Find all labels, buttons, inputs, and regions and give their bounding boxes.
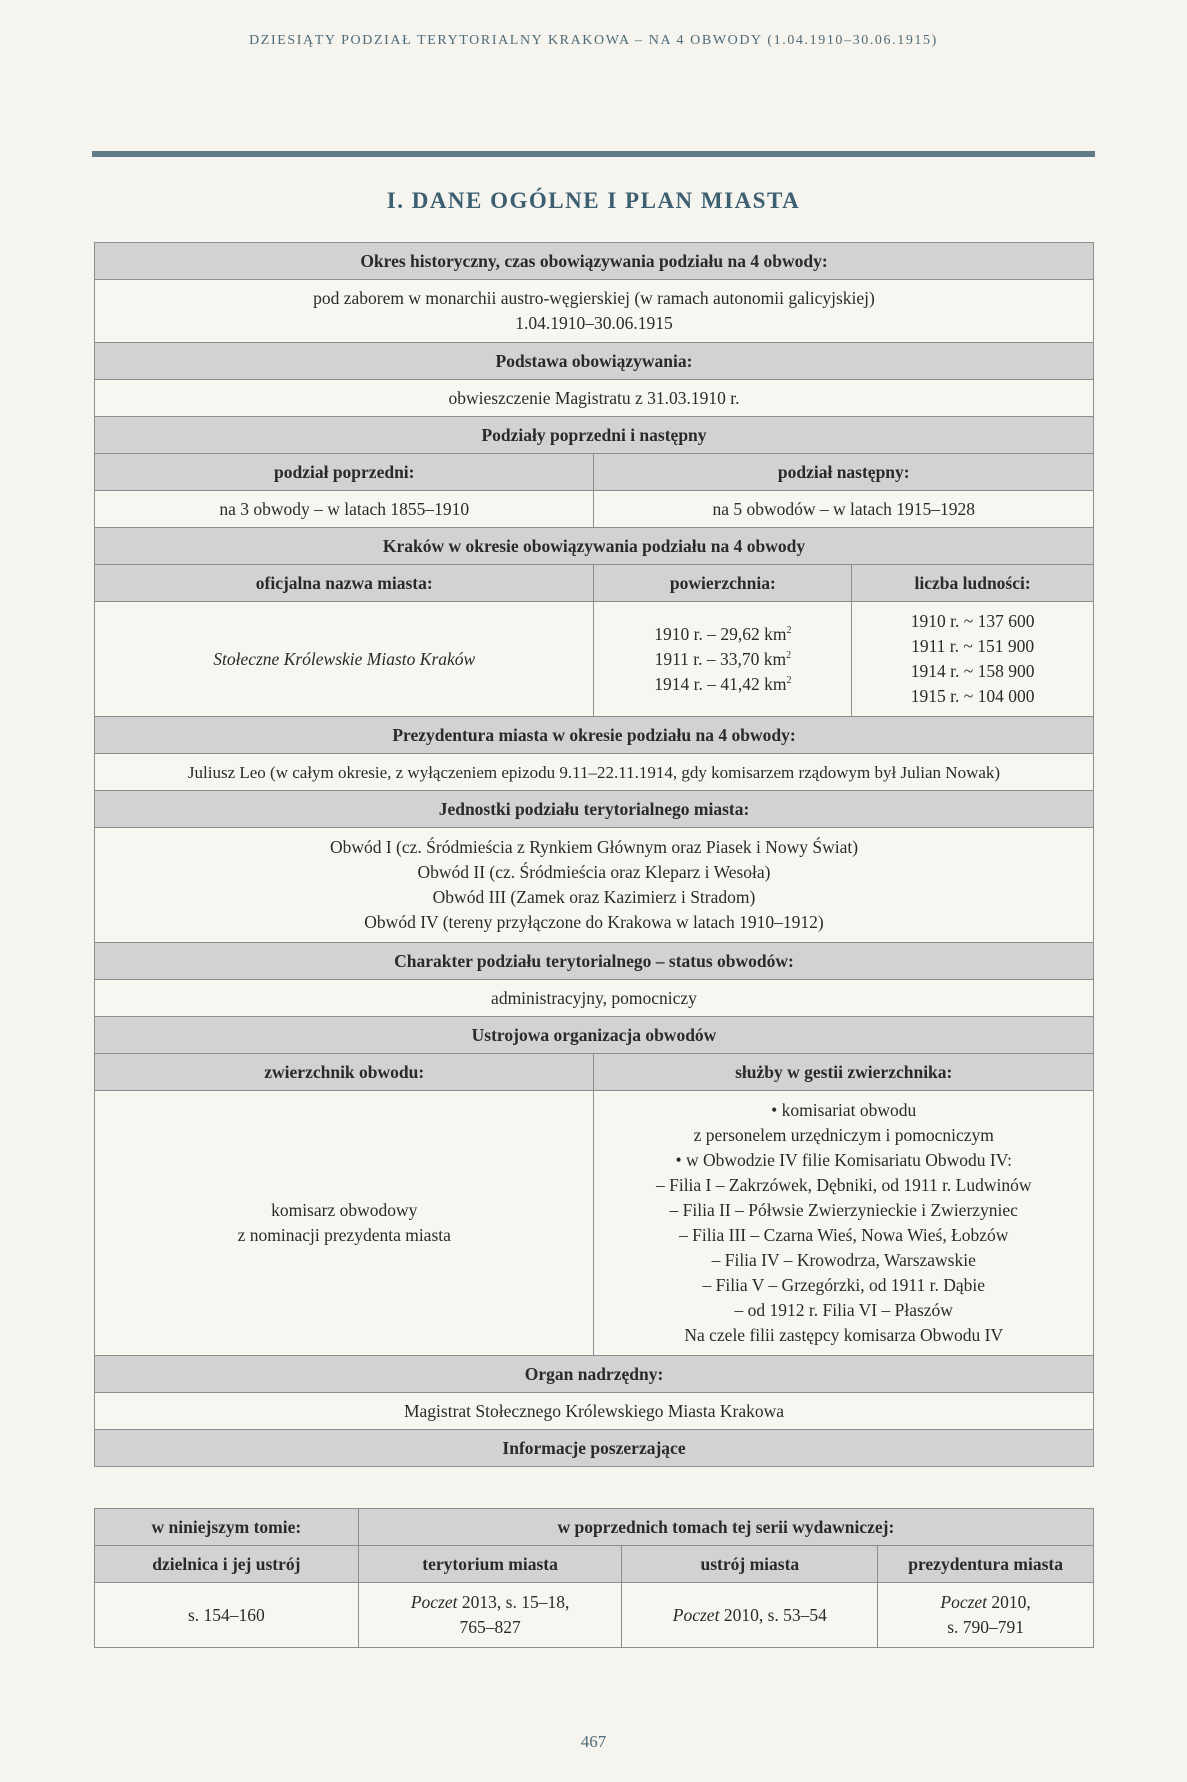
sluzby-line: – Filia V – Grzegórzki, od 1911 r. Dąbie	[702, 1275, 986, 1295]
ustrojowa-header: Ustrojowa organizacja obwodów	[95, 1017, 1094, 1054]
poprzedni-value: na 3 obwody – w latach 1855–1910	[95, 491, 594, 528]
references-table	[94, 1508, 1094, 1648]
val-prezydentura: Poczet 2010, s. 790–791	[878, 1583, 1094, 1648]
sluzby-line: Na czele filii zastępcy komisarza Obwodu IV	[684, 1325, 1004, 1345]
ludnosc-1915: 1915 r. ~ 104 000	[910, 686, 1035, 706]
zwierzchnik-line-2: z nominacji prezydenta miasta	[237, 1225, 451, 1245]
nazwa-value: Stołeczne Królewskie Miasto Kraków	[95, 602, 594, 717]
tomie-label: w niniejszym tomie:	[95, 1509, 359, 1546]
obwod-ii: Obwód II (cz. Śródmieścia oraz Kleparz i Wesoła)	[417, 862, 771, 882]
ludnosc-1910: 1910 r. ~ 137 600	[910, 611, 1035, 631]
powierzchnia-label: powierzchnia:	[594, 565, 852, 602]
informacje-header: Informacje poszerzające	[95, 1430, 1094, 1467]
charakter-value: administracyjny, pomocniczy	[95, 980, 1094, 1017]
ludnosc-values	[852, 602, 1094, 717]
sluzby-line: • w Obwodzie IV filie Komisariatu Obwodu IV:	[675, 1150, 1012, 1170]
ludnosc-1914: 1914 r. ~ 158 900	[910, 661, 1035, 681]
jednostki-list	[95, 828, 1094, 943]
poprzedni-label: podział poprzedni:	[95, 454, 594, 491]
nastepny-label: podział następny:	[594, 454, 1094, 491]
okres-line-2: 1.04.1910–30.06.1915	[515, 313, 673, 333]
okres-value	[95, 280, 1094, 343]
charakter-header: Charakter podziału terytorialnego – status obwodów:	[95, 943, 1094, 980]
data-table	[94, 242, 1094, 1467]
powierzchnia-values	[594, 602, 852, 717]
powierzchnia-1914: 1914 r. – 41,42 $km^2$	[654, 673, 792, 694]
podstawa-value: obwieszczenie Magistratu z 31.03.1910 r.	[95, 380, 1094, 417]
ludnosc-label: liczba ludności:	[852, 565, 1094, 602]
val-terytorium: Poczet 2013, s. 15–18, 765–827	[358, 1583, 622, 1648]
prezydentura-value: Juliusz Leo (w całym okresie, z wyłączeniem epizodu 9.11–22.11.1914, gdy komisarzem rządowym był Julian Nowak)	[95, 754, 1094, 791]
zwierzchnik-line-1: komisarz obwodowy	[271, 1200, 418, 1220]
zwierzchnik-value	[95, 1091, 594, 1356]
section-title: I. DANE OGÓLNE I PLAN MIASTA	[386, 188, 801, 213]
powierzchnia-1911: 1911 r. – 33,70 $km^2$	[654, 648, 792, 669]
header-rule	[92, 151, 1095, 157]
sluzby-line: – Filia II – Półwsie Zwierzynieckie i Zwierzyniec	[669, 1200, 1018, 1220]
obwod-iv: Obwód IV (tereny przyłączone do Krakowa w latach 1910–1912)	[364, 912, 824, 932]
sluzby-line: – Filia IV – Krowodrza, Warszawskie	[711, 1250, 976, 1270]
organ-header: Organ nadrzędny:	[95, 1356, 1094, 1393]
krakow-header: Kraków w okresie obowiązywania podziału na 4 obwody	[95, 528, 1094, 565]
nazwa-label: oficjalna nazwa miasta:	[95, 565, 594, 602]
sluzby-list	[594, 1091, 1094, 1356]
sluzby-line: z personelem urzędniczym i pomocniczym	[693, 1125, 994, 1145]
poprzednich-label: w poprzednich tomach tej serii wydawniczej:	[358, 1509, 1093, 1546]
prezydentura-header: Prezydentura miasta w okresie podziału na 4 obwody:	[95, 717, 1094, 754]
podzialy-header: Podziały poprzedni i następny	[95, 417, 1094, 454]
sluzby-line: – Filia I – Zakrzówek, Dębniki, od 1911 r. Ludwinów	[655, 1175, 1032, 1195]
page-number: 467	[580, 1732, 607, 1751]
okres-line-1: pod zaborem w monarchii austro-węgierskiej (w ramach autonomii galicyjskiej)	[313, 288, 875, 308]
sluzby-line: – od 1912 r. Filia VI – Płaszów	[734, 1300, 953, 1320]
powierzchnia-1910: 1910 r. – 29,62 $km^2$	[654, 623, 792, 644]
organ-value: Magistrat Stołecznego Królewskiego Miasta Krakowa	[95, 1393, 1094, 1430]
col-dzielnica: dzielnica i jej ustrój	[95, 1546, 359, 1583]
sluzby-line: • komisariat obwodu	[771, 1100, 917, 1120]
jednostki-header: Jednostki podziału terytorialnego miasta:	[95, 791, 1094, 828]
running-head: DZIESIĄTY PODZIAŁ TERYTORIALNY KRAKOWA – NA 4 OBWODY (1.04.1910–30.06.1915)	[249, 33, 938, 48]
col-prezydentura: prezydentura miasta	[878, 1546, 1094, 1583]
obwod-i: Obwód I (cz. Śródmieścia z Rynkiem Głównym oraz Piasek i Nowy Świat)	[329, 837, 859, 857]
zwierzchnik-label: zwierzchnik obwodu:	[95, 1054, 594, 1091]
col-terytorium: terytorium miasta	[358, 1546, 622, 1583]
nastepny-value: na 5 obwodów – w latach 1915–1928	[594, 491, 1094, 528]
obwod-iii: Obwód III (Zamek oraz Kazimierz i Stradom)	[432, 887, 756, 907]
sluzby-label: służby w gestii zwierzchnika:	[594, 1054, 1094, 1091]
col-ustroj: ustrój miasta	[622, 1546, 878, 1583]
sluzby-line: – Filia III – Czarna Wieś, Nowa Wieś, Łobzów	[679, 1225, 1009, 1245]
ludnosc-1911: 1911 r. ~ 151 900	[911, 636, 1035, 656]
val-ustroj: Poczet 2010, s. 53–54	[622, 1583, 878, 1648]
val-dzielnica: s. 154–160	[95, 1583, 359, 1648]
podstawa-header: Podstawa obowiązywania:	[95, 343, 1094, 380]
okres-header: Okres historyczny, czas obowiązywania podziału na 4 obwody:	[95, 243, 1094, 280]
